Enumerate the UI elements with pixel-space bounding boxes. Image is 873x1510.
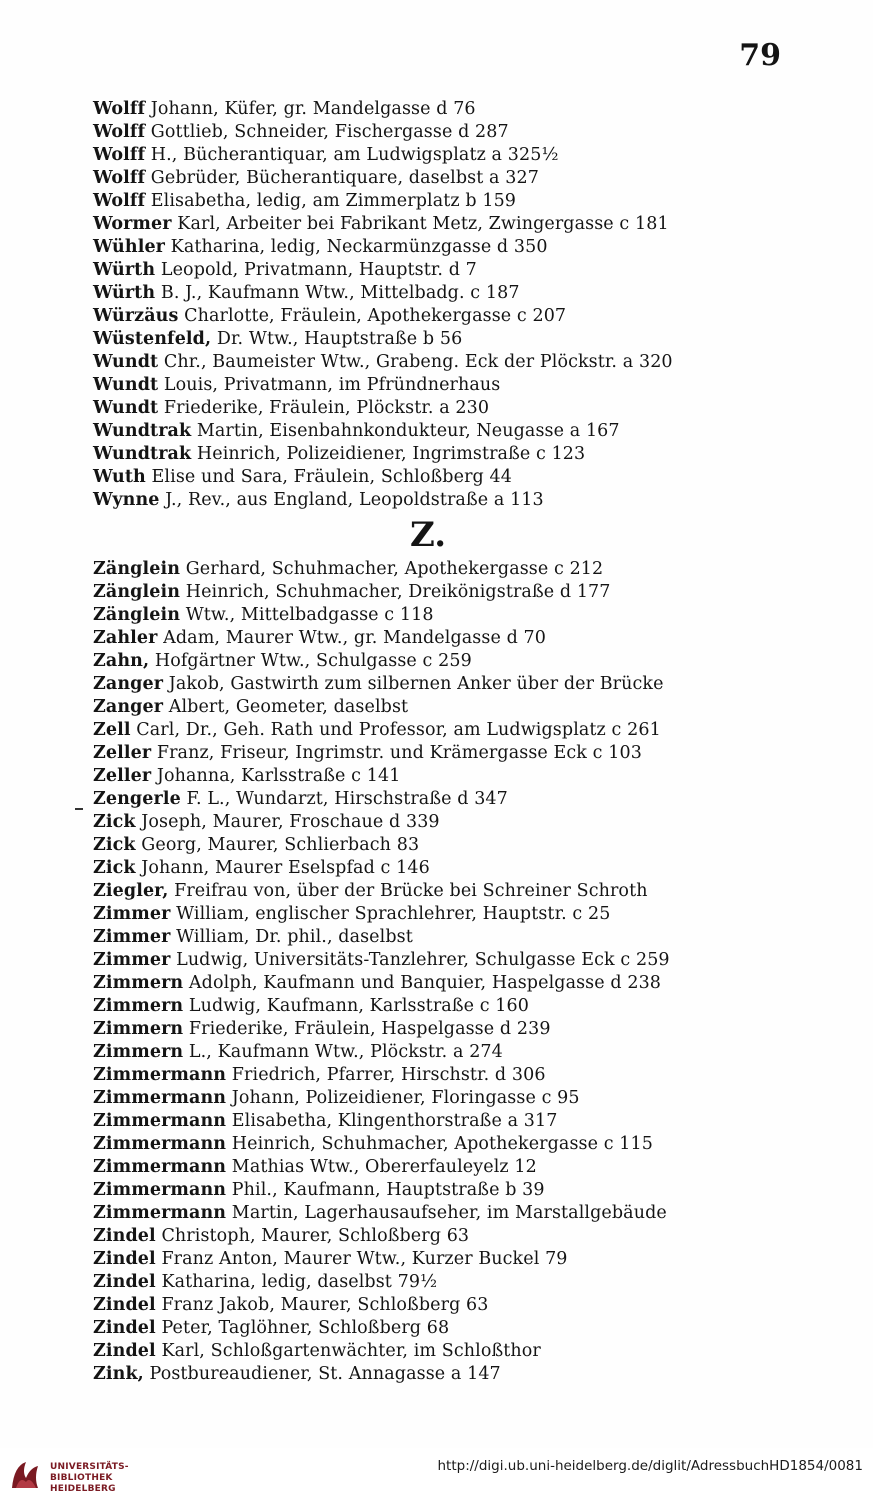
source-url-link[interactable]: http://digi.ub.uni-heidelberg.de/diglit/AdressbuchHD1854/0081 [437, 1458, 863, 1474]
entry-details: Georg, Maurer, Schlierbach 83 [141, 835, 420, 855]
directory-entry [93, 1202, 793, 1225]
entry-surname: Zimmermann [93, 1065, 227, 1085]
entry-surname: Zick [93, 858, 136, 878]
entry-details: William, Dr. phil., daselbst [176, 927, 413, 947]
directory-entry [93, 581, 793, 604]
entry-surname: Würzäus [93, 306, 179, 326]
entry-details: Louis, Privatmann, im Pfründnerhaus [163, 375, 501, 395]
entry-details: Heinrich, Schuhmacher, Apothekergasse c 115 [231, 1134, 654, 1154]
entry-surname: Zindel [93, 1341, 156, 1361]
entry-surname: Zimmern [93, 1042, 184, 1062]
entry-surname: Wundt [93, 398, 159, 418]
directory-entry [93, 995, 793, 1018]
entry-details: Peter, Taglöhner, Schloßberg 68 [161, 1318, 450, 1338]
entry-surname: Würth [93, 260, 156, 280]
directory-entry [93, 1064, 793, 1087]
directory-entry [93, 1225, 793, 1248]
entry-details: L., Kaufmann Wtw., Plöckstr. a 274 [188, 1042, 503, 1062]
entry-surname: Wundt [93, 375, 159, 395]
directory-entry [93, 305, 793, 328]
entry-surname: Zindel [93, 1272, 156, 1292]
directory-entry [93, 604, 793, 627]
entry-details: Adolph, Kaufmann und Banquier, Haspelgasse d 238 [188, 973, 662, 993]
directory-entry [93, 1110, 793, 1133]
entry-surname: Wormer [93, 214, 172, 234]
directory-entry [93, 903, 793, 926]
entry-surname: Zimmermann [93, 1134, 227, 1154]
entry-details: William, englischer Sprachlehrer, Hauptstr. c 25 [176, 904, 611, 924]
entry-details: Franz Anton, Maurer Wtw., Kurzer Buckel 79 [161, 1249, 568, 1269]
directory-entry [93, 1156, 793, 1179]
entry-details: Gebrüder, Bücherantiquare, daselbst a 327 [150, 168, 539, 188]
entries-w-list [93, 98, 793, 512]
entry-details: Franz, Friseur, Ingrimstr. und Krämergasse Eck c 103 [156, 743, 642, 763]
entry-surname: Wynne [93, 490, 160, 510]
entry-surname: Zimmern [93, 1019, 184, 1039]
directory-entry [93, 420, 793, 443]
entry-surname: Zimmer [93, 927, 171, 947]
directory-entry [93, 673, 793, 696]
entry-surname: Wolff [93, 191, 146, 211]
entry-details: Wtw., Mittelbadgasse c 118 [185, 605, 434, 625]
directory-entry [93, 1018, 793, 1041]
directory-entry [93, 167, 793, 190]
entry-details: Heinrich, Schuhmacher, Dreikönigstraße d 177 [185, 582, 611, 602]
entry-surname: Zell [93, 720, 131, 740]
entry-surname: Zick [93, 812, 136, 832]
entry-details: Ludwig, Universitäts-Tanzlehrer, Schulgasse Eck c 259 [176, 950, 670, 970]
directory-entries [93, 98, 793, 1386]
entry-surname: Zanger [93, 674, 164, 694]
entry-surname: Wolff [93, 122, 146, 142]
directory-entry [93, 857, 793, 880]
entry-details: Mathias Wtw., Obererfauleyelz 12 [231, 1157, 537, 1177]
entry-surname: Zimmer [93, 950, 171, 970]
entry-surname: Zimmermann [93, 1088, 227, 1108]
entry-details: H., Bücherantiquar, am Ludwigsplatz a 325½ [150, 145, 559, 165]
entry-surname: Wolff [93, 99, 146, 119]
entry-details: Chr., Baumeister Wtw., Grabeng. Eck der Plöckstr. a 320 [163, 352, 673, 372]
entry-surname: Zink, [93, 1364, 144, 1384]
entry-surname: Zänglein [93, 559, 181, 579]
entry-surname: Zindel [93, 1249, 156, 1269]
entry-details: Friederike, Fräulein, Plöckstr. a 230 [163, 398, 490, 418]
entry-details: Joseph, Maurer, Froschaue d 339 [141, 812, 440, 832]
directory-entry [93, 1179, 793, 1202]
entry-surname: Wundtrak [93, 421, 192, 441]
directory-entry [93, 466, 793, 489]
entry-details: Johann, Küfer, gr. Mandelgasse d 76 [150, 99, 476, 119]
entry-surname: Wundt [93, 352, 159, 372]
entry-details: Charlotte, Fräulein, Apothekergasse c 207 [184, 306, 567, 326]
directory-entry [93, 834, 793, 857]
entry-surname: Zimmermann [93, 1111, 227, 1131]
directory-entry [93, 811, 793, 834]
entry-details: Johann, Polizeidiener, Floringasse c 95 [231, 1088, 580, 1108]
entry-details: Phil., Kaufmann, Hauptstraße b 39 [231, 1180, 545, 1200]
entry-surname: Wühler [93, 237, 165, 257]
entry-details: Elisabetha, Klingenthorstraße a 317 [231, 1111, 558, 1131]
directory-entry [93, 1363, 793, 1386]
entry-details: Heinrich, Polizeidiener, Ingrimstraße c 123 [196, 444, 586, 464]
directory-entry [93, 926, 793, 949]
directory-entry [93, 213, 793, 236]
entry-details: Friedrich, Pfarrer, Hirschstr. d 306 [231, 1065, 546, 1085]
entry-surname: Zimmer [93, 904, 171, 924]
entry-surname: Zick [93, 835, 136, 855]
directory-entry [93, 1317, 793, 1340]
entry-details: Elise und Sara, Fräulein, Schloßberg 44 [151, 467, 512, 487]
directory-entry [93, 98, 793, 121]
directory-entry [93, 121, 793, 144]
directory-entry [93, 1340, 793, 1363]
directory-entry [93, 719, 793, 742]
directory-entry [93, 190, 793, 213]
directory-entry [93, 489, 793, 512]
directory-entry [93, 742, 793, 765]
entry-details: B. J., Kaufmann Wtw., Mittelbadg. c 187 [160, 283, 520, 303]
entry-surname: Wuth [93, 467, 146, 487]
entry-surname: Ziegler, [93, 881, 169, 901]
entry-details: Freifrau von, über der Brücke bei Schreiner Schroth [174, 881, 648, 901]
library-logo-text: UNIVERSITÄTS- BIBLIOTHEK HEIDELBERG [50, 1462, 129, 1494]
directory-entry [93, 880, 793, 903]
entry-surname: Zindel [93, 1226, 156, 1246]
entry-surname: Zimmern [93, 973, 184, 993]
directory-entry [93, 144, 793, 167]
entry-surname: Zahler [93, 628, 158, 648]
entry-details: J., Rev., aus England, Leopoldstraße a 113 [165, 490, 544, 510]
directory-entry [93, 443, 793, 466]
entry-details: Dr. Wtw., Hauptstraße b 56 [216, 329, 463, 349]
entry-details: Christoph, Maurer, Schloßberg 63 [161, 1226, 470, 1246]
footer-bar [0, 1448, 873, 1510]
entry-details: Carl, Dr., Geh. Rath und Professor, am Ludwigsplatz c 261 [136, 720, 661, 740]
directory-entry [93, 949, 793, 972]
directory-entry [93, 1294, 793, 1317]
directory-entry [93, 627, 793, 650]
entry-surname: Wolff [93, 145, 146, 165]
entry-surname: Zimmermann [93, 1203, 227, 1223]
entry-surname: Zimmermann [93, 1180, 227, 1200]
entry-details: Katharina, ledig, Neckarmünzgasse d 350 [170, 237, 548, 257]
library-seal-icon [8, 1458, 44, 1494]
entry-details: Johanna, Karlsstraße c 141 [156, 766, 401, 786]
entry-surname: Zahn, [93, 651, 150, 671]
entry-surname: Würth [93, 283, 156, 303]
entry-surname: Zänglein [93, 605, 181, 625]
entry-details: Franz Jakob, Maurer, Schloßberg 63 [161, 1295, 489, 1315]
entry-details: Johann, Maurer Eselspfad c 146 [141, 858, 430, 878]
entry-details: Jakob, Gastwirth zum silbernen Anker über der Brücke [168, 674, 664, 694]
entry-details: Ludwig, Kaufmann, Karlsstraße c 160 [188, 996, 529, 1016]
directory-entry [93, 558, 793, 581]
directory-entry [93, 397, 793, 420]
directory-entry [93, 765, 793, 788]
entry-details: Leopold, Privatmann, Hauptstr. d 7 [160, 260, 477, 280]
entry-details: Hofgärtner Wtw., Schulgasse c 259 [154, 651, 472, 671]
entry-details: Gottlieb, Schneider, Fischergasse d 287 [150, 122, 509, 142]
directory-entry [93, 374, 793, 397]
entry-details: Katharina, ledig, daselbst 79½ [161, 1272, 438, 1292]
entry-details: Postbureaudiener, St. Annagasse a 147 [149, 1364, 501, 1384]
entry-details: F. L., Wundarzt, Hirschstraße d 347 [186, 789, 508, 809]
page-number: 79 [739, 38, 781, 73]
entry-details: Elisabetha, ledig, am Zimmerplatz b 159 [150, 191, 517, 211]
entry-surname: Wolff [93, 168, 146, 188]
entry-details: Martin, Lagerhausaufseher, im Marstallgebäude [231, 1203, 667, 1223]
directory-entry [93, 236, 793, 259]
directory-entry [93, 328, 793, 351]
entry-surname: Zanger [93, 697, 164, 717]
entry-surname: Zindel [93, 1295, 156, 1315]
entry-details: Albert, Geometer, daselbst [168, 697, 409, 717]
entry-surname: Zimmermann [93, 1157, 227, 1177]
entry-details: Adam, Maurer Wtw., gr. Mandelgasse d 70 [163, 628, 547, 648]
entry-surname: Wüstenfeld, [93, 329, 212, 349]
directory-entry [93, 282, 793, 305]
section-heading-z: Z. [409, 515, 447, 555]
entry-details: Karl, Schloßgartenwächter, im Schloßthor [161, 1341, 541, 1361]
directory-entry [93, 259, 793, 282]
entries-z-list [93, 558, 793, 1386]
entry-details: Karl, Arbeiter bei Fabrikant Metz, Zwingergasse c 181 [177, 214, 669, 234]
directory-entry [93, 972, 793, 995]
entry-surname: Zeller [93, 766, 152, 786]
entry-surname: Zeller [93, 743, 152, 763]
entry-details: Friederike, Fräulein, Haspelgasse d 239 [188, 1019, 551, 1039]
directory-entry [93, 1087, 793, 1110]
library-logo[interactable] [8, 1456, 148, 1502]
directory-entry [93, 351, 793, 374]
directory-entry [93, 650, 793, 673]
entry-surname: Wundtrak [93, 444, 192, 464]
entry-details: Gerhard, Schuhmacher, Apothekergasse c 212 [185, 559, 604, 579]
entry-surname: Zengerle [93, 789, 181, 809]
entry-surname: Zindel [93, 1318, 156, 1338]
directory-entry [93, 1271, 793, 1294]
directory-entry [93, 1248, 793, 1271]
directory-entry [93, 696, 793, 719]
directory-entry [93, 1133, 793, 1156]
entry-details: Martin, Eisenbahnkondukteur, Neugasse a 167 [196, 421, 620, 441]
entry-surname: Zänglein [93, 582, 181, 602]
entry-surname: Zimmern [93, 996, 184, 1016]
directory-entry [93, 1041, 793, 1064]
margin-dash [75, 808, 83, 810]
directory-entry [93, 788, 793, 811]
